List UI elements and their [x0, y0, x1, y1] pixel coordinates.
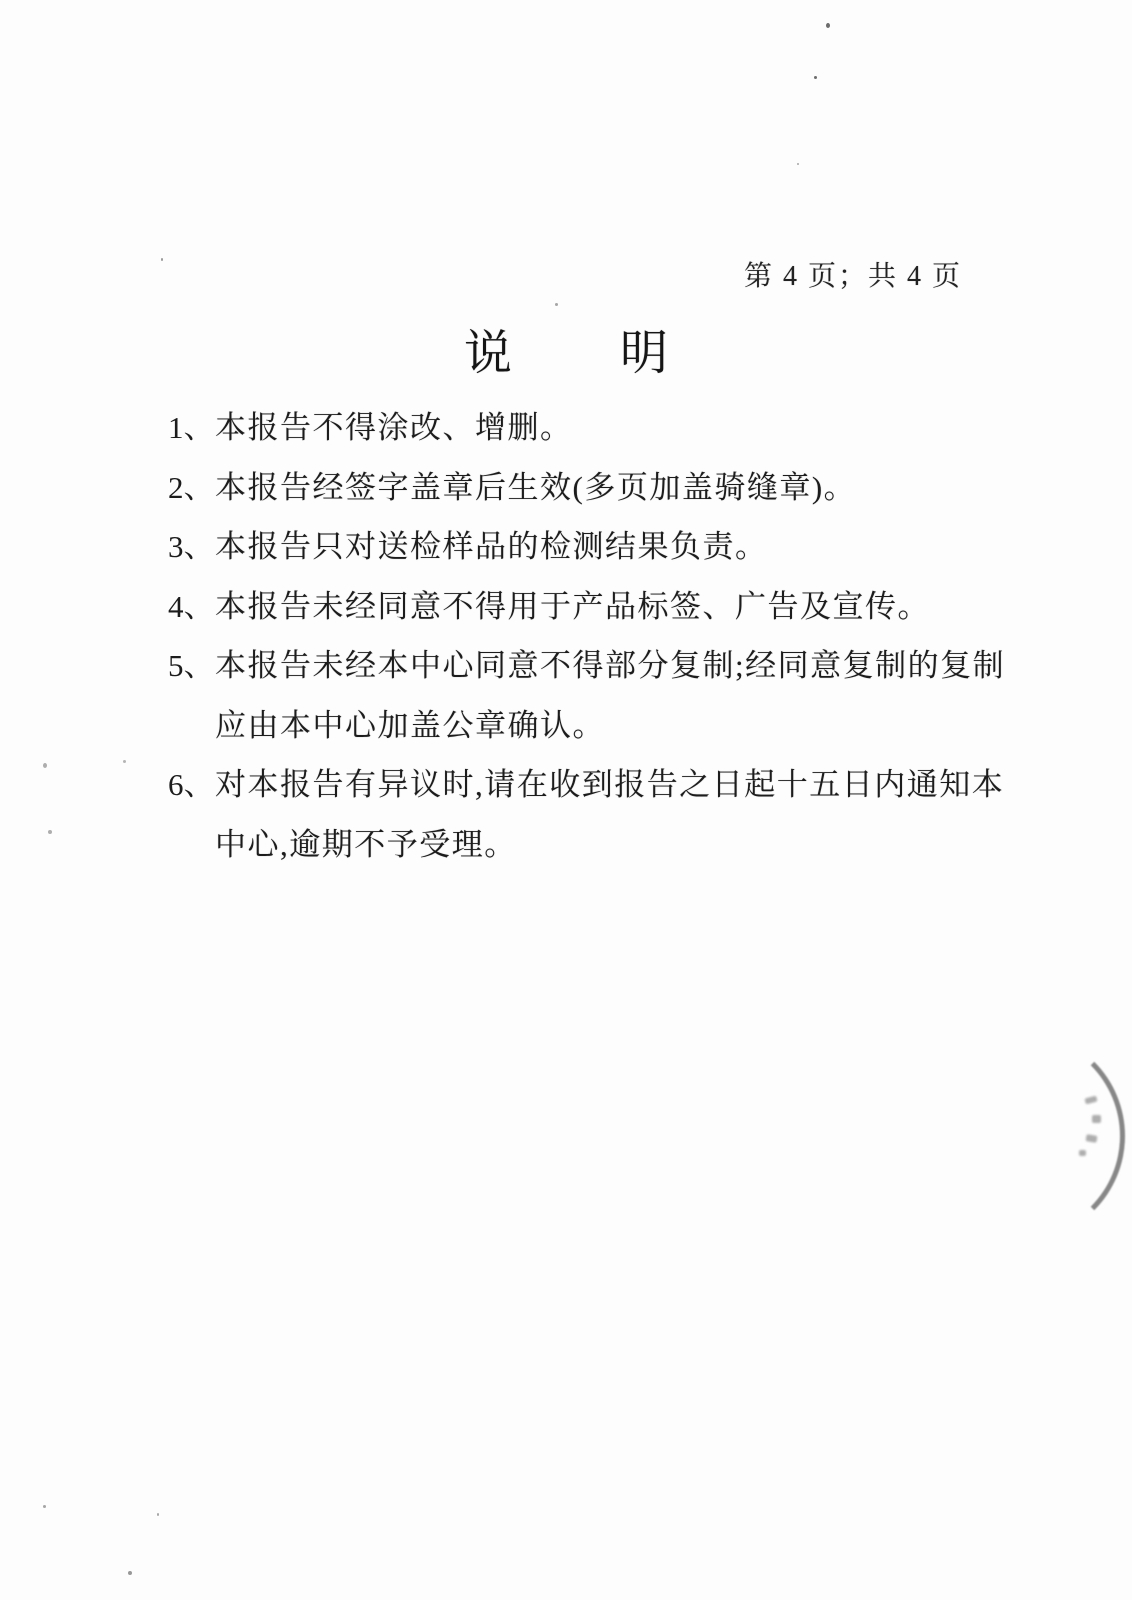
scan-speck	[826, 23, 830, 28]
note-line	[168, 395, 988, 455]
note-number: 4、	[168, 588, 215, 624]
note-item	[168, 455, 988, 515]
scan-speck	[797, 163, 799, 165]
note-item	[168, 752, 1005, 871]
note-line	[168, 455, 988, 515]
note-line	[168, 752, 1005, 812]
note-line	[168, 633, 1006, 693]
note-text: 本报告未经本中心同意不得部分复制;经同意复制的复制	[215, 648, 1006, 684]
note-number: 2、	[168, 469, 215, 505]
page-number-indicator: 第 4 页；共 4 页	[743, 261, 962, 292]
scan-speck	[157, 1513, 159, 1516]
note-number: 3、	[168, 529, 215, 565]
note-item	[168, 514, 988, 574]
note-number: 1、	[168, 410, 215, 446]
note-text: 应由本中心加盖公章确认。	[215, 707, 605, 743]
note-number: 6、	[168, 767, 215, 803]
note-text: 对本报告有异议时,请在收到报告之日起十五日内通知本	[215, 767, 1005, 803]
note-item	[168, 395, 988, 455]
title-row	[0, 314, 1132, 383]
scan-speck	[43, 763, 47, 768]
note-number: 5、	[168, 648, 215, 684]
page-title: 说明	[463, 327, 776, 380]
scan-speck	[123, 760, 126, 763]
scan-speck	[161, 258, 163, 261]
note-line	[168, 514, 988, 574]
seal-ink-mark	[1092, 1115, 1101, 1123]
seal-ink-mark	[1079, 1150, 1086, 1156]
scan-speck	[48, 830, 52, 834]
scan-speck	[814, 76, 817, 79]
note-line	[168, 574, 988, 634]
notes-list	[168, 395, 1006, 871]
note-item	[168, 633, 1006, 752]
note-text: 本报告未经同意不得用于产品标签、广告及宣传。	[215, 588, 930, 624]
note-text: 本报告不得涂改、增删。	[215, 410, 573, 446]
note-text: 中心,逾期不予受理。	[215, 826, 517, 862]
note-item	[168, 574, 988, 634]
note-text: 本报告经签字盖章后生效(多页加盖骑缝章)。	[215, 469, 857, 505]
scan-speck	[43, 1505, 46, 1508]
scan-speck	[128, 1571, 132, 1575]
note-text: 本报告只对送检样品的检测结果负责。	[215, 529, 768, 565]
note-line	[168, 693, 988, 753]
scan-speck	[555, 303, 558, 306]
note-line	[168, 812, 988, 872]
